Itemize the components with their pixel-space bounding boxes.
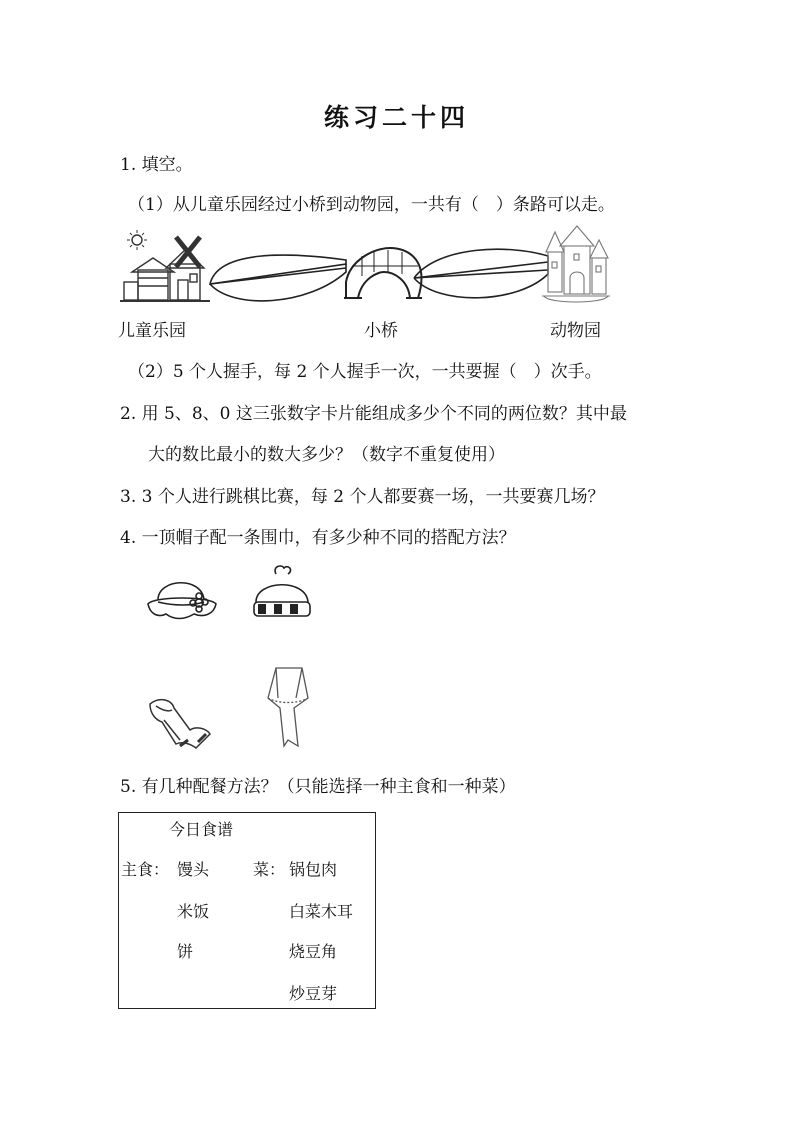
question-2-line-2: 大的数比最小的数大多少？（数字不重复使用） (148, 445, 505, 465)
staple-item: 米饭 (177, 902, 210, 921)
dish-label: 菜： (253, 860, 286, 879)
route-illustration (118, 222, 618, 312)
staple-item: 馒头 (177, 860, 210, 879)
menu-title: 今日食谱 (169, 820, 234, 839)
left-path-shape (210, 255, 346, 301)
dish-item: 炒豆芽 (289, 984, 338, 1003)
question-1-part-1: （1）从儿童乐园经过小桥到动物园，一共有（ ）条路可以走。 (128, 195, 615, 215)
question-1-heading: 1. 填空。 (120, 155, 193, 175)
dish-item: 锅包肉 (289, 860, 338, 879)
question-5: 5. 有几种配餐方法？（只能选择一种主食和一种菜） (120, 777, 516, 797)
right-path-shape (414, 249, 548, 298)
dish-item: 白菜木耳 (289, 902, 354, 921)
label-zoo: 动物园 (550, 321, 601, 341)
staple-item: 饼 (177, 942, 194, 961)
question-4: 4. 一顶帽子配一条围巾，有多少种不同的搭配方法？ (120, 528, 516, 548)
knit-cap-icon (248, 562, 314, 622)
shawl-icon (258, 664, 316, 750)
page-title: 练习二十四 (323, 103, 469, 132)
dish-item: 烧豆角 (289, 942, 338, 961)
question-3: 3. 3 个人进行跳棋比赛，每 2 个人都要赛一场，一共要赛几场？ (120, 487, 605, 507)
bridge-icon (344, 248, 422, 298)
sun-hat-icon (144, 566, 218, 624)
question-1-part-2: （2）5 个人握手，每 2 个人握手一次，一共要握（ ）次手。 (128, 362, 602, 382)
castle-icon (542, 226, 610, 302)
label-bridge: 小桥 (364, 321, 398, 341)
windmill-house-icon (120, 230, 210, 301)
label-playground: 儿童乐园 (118, 321, 186, 341)
menu-box (118, 812, 376, 1009)
question-2-line-1: 2. 用 5、8、0 这三张数字卡片能组成多少个不同的两位数？其中最 (120, 404, 627, 424)
staple-label: 主食： (121, 860, 170, 879)
scarf-icon (144, 690, 214, 752)
